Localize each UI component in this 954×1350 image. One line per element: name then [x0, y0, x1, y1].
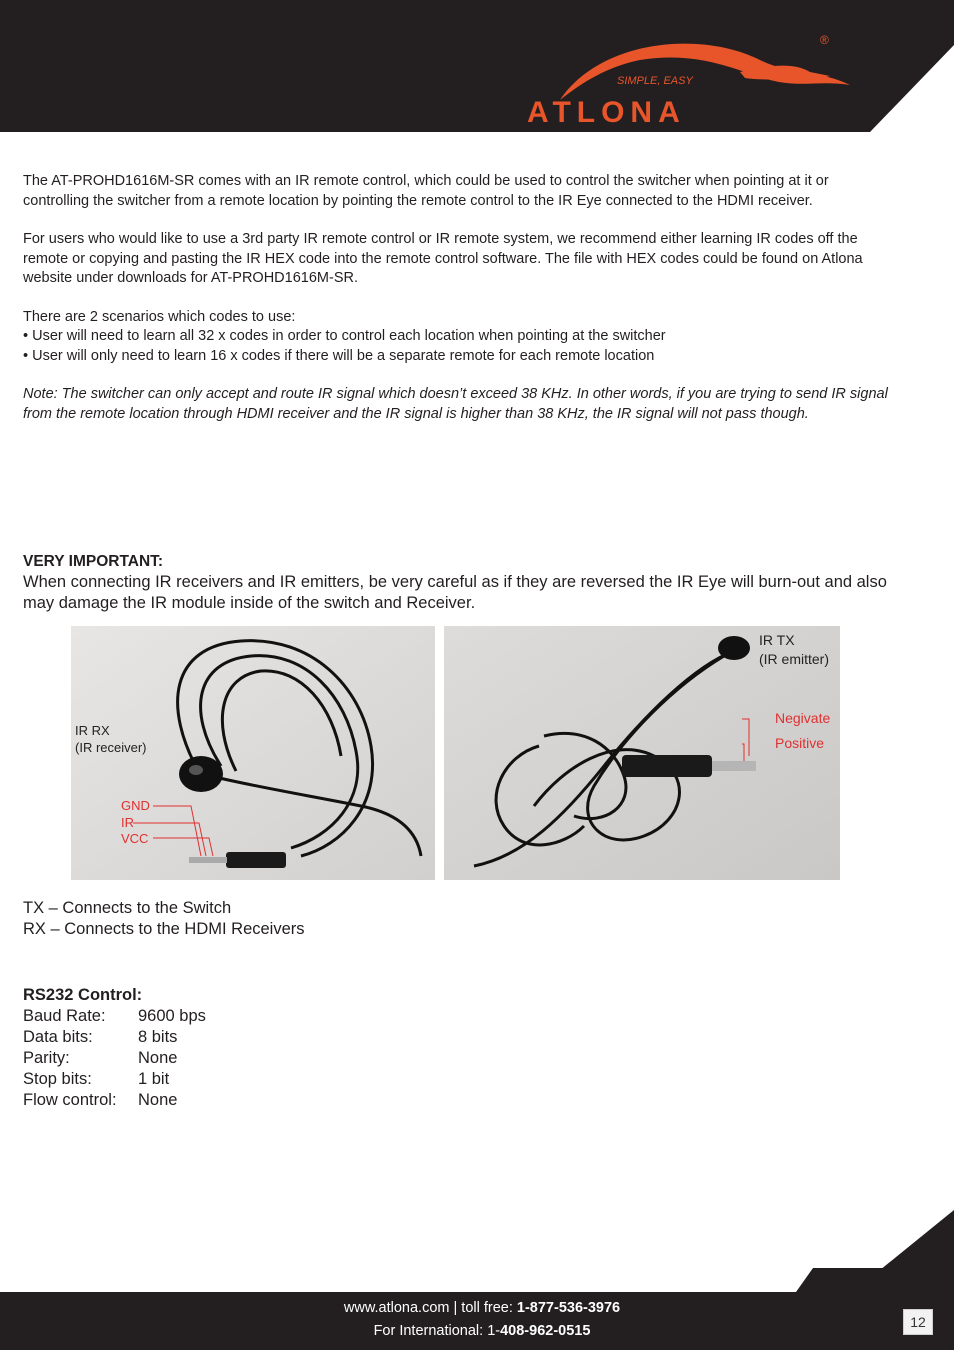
important-title: VERY IMPORTANT:	[23, 553, 164, 570]
footer-corner-accent	[880, 1210, 954, 1270]
vcc-label: VCC	[121, 831, 149, 846]
rs232-row	[23, 1027, 893, 1048]
intl-label: For International: 1-	[373, 1323, 501, 1339]
footer-international	[0, 1323, 954, 1339]
tx-connection: TX – Connects to the Switch	[23, 899, 232, 917]
gnd-label: GND	[121, 798, 150, 813]
rs232-row	[23, 1006, 893, 1027]
rs232-key: Parity:	[23, 1049, 70, 1067]
rs232-key: Baud Rate:	[23, 1007, 106, 1025]
rs232-value: 1 bit	[138, 1070, 170, 1088]
ir-receiver-photo	[71, 626, 435, 880]
registered-mark: ®	[820, 33, 829, 47]
positive-label: Positive	[775, 735, 825, 751]
important-body: When connecting IR receivers and IR emitters, be very careful as if they are reversed the IR Eye will burn-out and also may damage the IR module inside of the switch and Receiver.	[23, 572, 887, 612]
ir-receiver-label: (IR receiver)	[75, 740, 147, 755]
intro-paragraph-1: The AT-PROHD1616M-SR comes with an IR remote control, which could be used to control the switcher when pointing at it or controlling the switcher from a remote location by pointing the remote control to the IR Eye connected to the HDMI receiver.	[23, 173, 829, 209]
logo-tagline: SIMPLE, EASY	[617, 75, 693, 87]
header-band	[0, 0, 954, 132]
tollfree-number[interactable]: 1-877-536-3976	[516, 1300, 621, 1316]
intro-section	[23, 172, 893, 424]
ir-emitter-label: (IR emitter)	[759, 651, 829, 667]
page-number: 12	[903, 1309, 933, 1335]
rs232-value: 9600 bps	[138, 1007, 206, 1025]
ir-note: Note: The switcher can only accept and route IR signal which doesn’t exceed 38 KHz. In other words, if you are trying to send IR signal from the remote location through HDMI receiver and the IR signal is higher than 38 KHz, the IR signal will not pass though.	[23, 386, 888, 422]
rs232-key: Data bits:	[23, 1028, 93, 1046]
rs232-value: 8 bits	[138, 1028, 178, 1046]
important-section	[23, 552, 893, 614]
scenario-bullet-1: • User will need to learn all 32 x codes in order to control each location when pointing at the switcher	[23, 328, 666, 344]
rs232-key: Flow control:	[23, 1091, 117, 1109]
rs232-row	[23, 1090, 893, 1111]
page-footer	[0, 1268, 954, 1350]
ir-tx-label: IR TX	[759, 632, 795, 648]
page-header	[0, 0, 954, 132]
rs232-key: Stop bits:	[23, 1070, 92, 1088]
rs232-value: None	[138, 1091, 178, 1109]
footer-contact	[0, 1300, 954, 1316]
ir-rx-label: IR RX	[75, 723, 110, 738]
scenarios-title: There are 2 scenarios which codes to use:	[23, 308, 296, 325]
scenario-bullet-2: • User will only need to learn 16 x codes if there will be a separate remote for each remote location	[23, 347, 655, 364]
rs232-title: RS232 Control:	[23, 986, 143, 1004]
ir-pin-label: IR	[121, 815, 134, 830]
intro-paragraph-2: For users who would like to use a 3rd party IR remote control or IR remote system, we recommend either learning IR codes off the remote or copying and pasting the IR HEX code into the remote control software. The file with HEX codes could be found on Atlona website under downloads for AT-PROHD1616M-SR.	[23, 231, 863, 286]
connections-section	[23, 898, 893, 940]
atlona-logo-text: ATLONA	[527, 96, 686, 129]
intl-number[interactable]: 408-962-0515	[500, 1323, 591, 1339]
negative-label: Negivate	[775, 710, 831, 726]
rs232-row	[23, 1048, 893, 1069]
rs232-section	[23, 985, 893, 1111]
ir-emitter-photo	[444, 626, 840, 880]
website-text[interactable]: www.atlona.com | toll free:	[343, 1300, 517, 1316]
rs232-row	[23, 1069, 893, 1090]
rx-connection: RX – Connects to the HDMI Receivers	[23, 920, 305, 938]
rs232-value: None	[138, 1049, 178, 1067]
